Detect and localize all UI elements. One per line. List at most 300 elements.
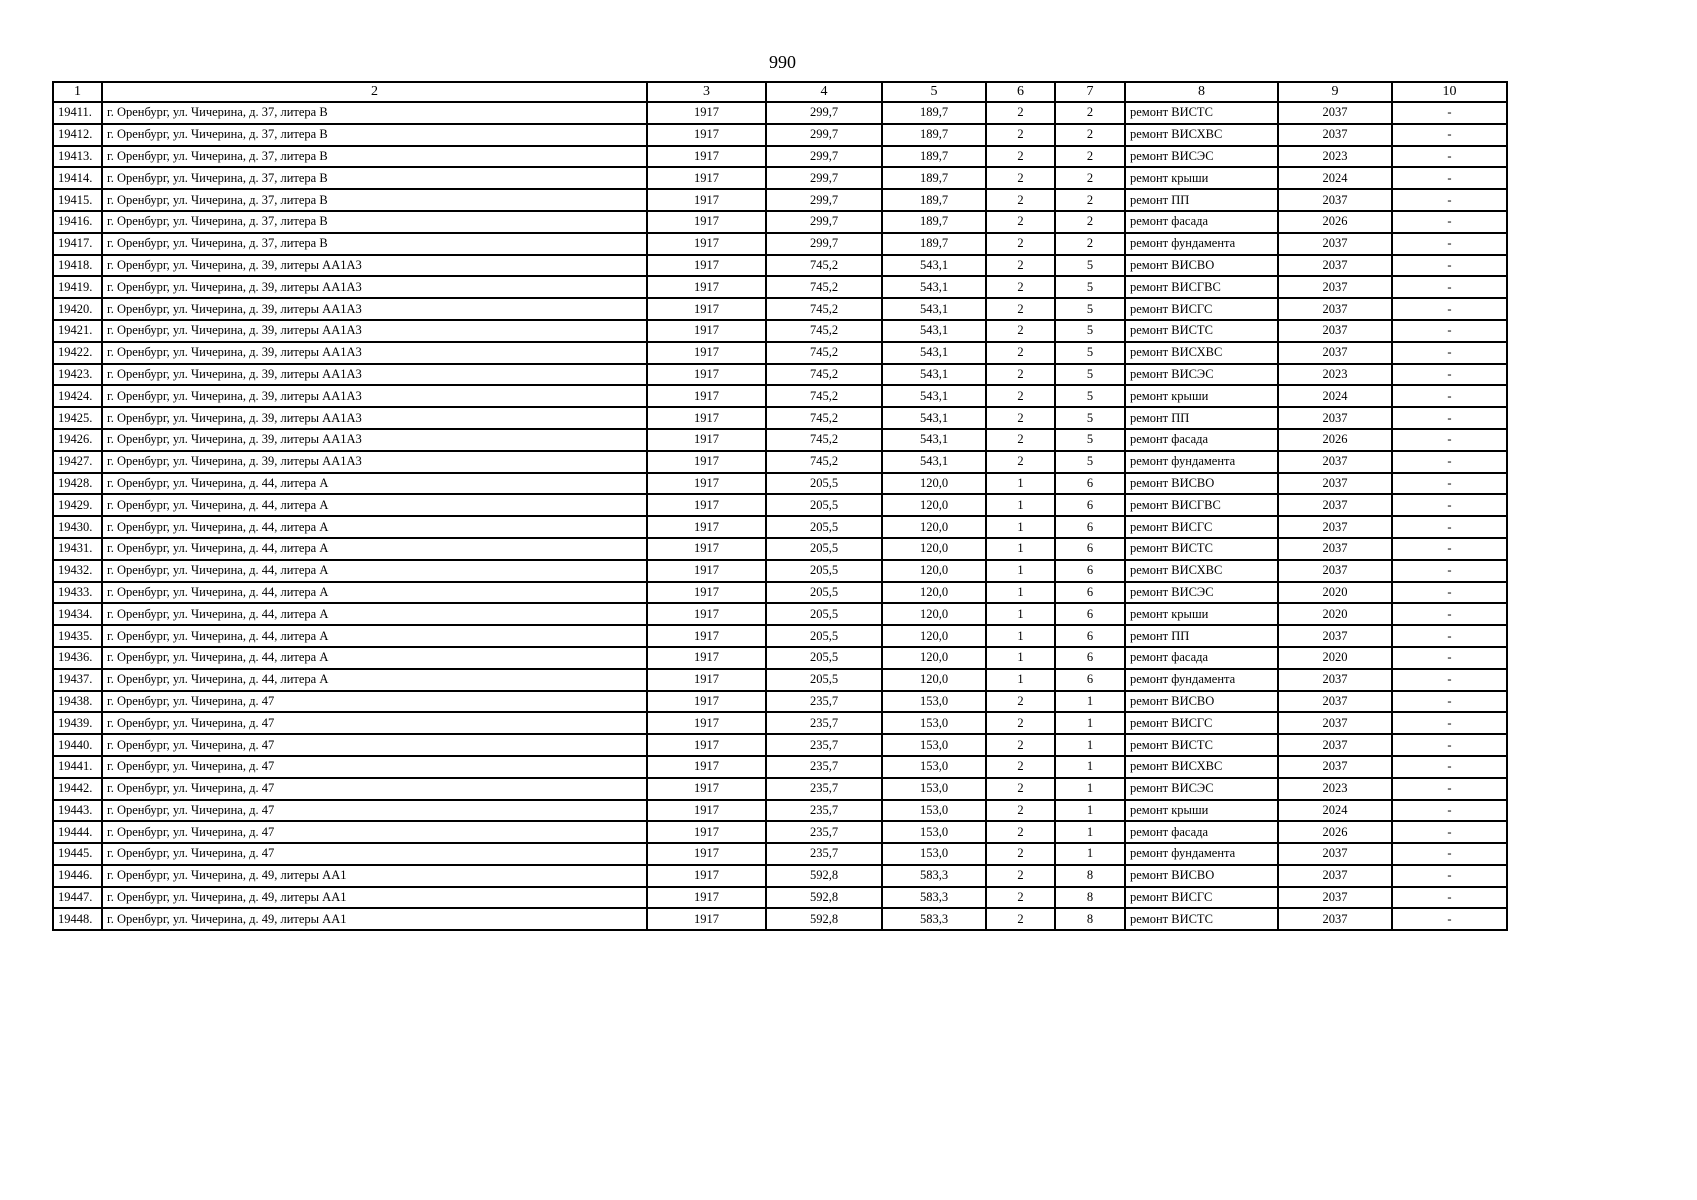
column-header: 3 — [647, 82, 766, 102]
table-row — [53, 691, 1507, 713]
floors-cell: 2 — [986, 364, 1055, 386]
work-type-cell: ремонт фасада — [1125, 821, 1278, 843]
column-7-cell: 6 — [1055, 560, 1125, 582]
work-type-cell: ремонт фундамента — [1125, 233, 1278, 255]
column-7-cell: 2 — [1055, 233, 1125, 255]
row-number-cell: 19424. — [53, 385, 102, 407]
total-area-cell: 235,7 — [766, 843, 882, 865]
table-row — [53, 146, 1507, 168]
work-type-cell: ремонт ВИСВО — [1125, 865, 1278, 887]
planned-year-cell: 2037 — [1278, 756, 1392, 778]
column-10-cell: - — [1392, 451, 1507, 473]
floors-cell: 2 — [986, 189, 1055, 211]
year-cell: 1917 — [647, 887, 766, 909]
column-10-cell: - — [1392, 320, 1507, 342]
total-area-cell: 205,5 — [766, 516, 882, 538]
registry-table — [52, 81, 1508, 931]
planned-year-cell: 2037 — [1278, 102, 1392, 124]
living-area-cell: 543,1 — [882, 407, 986, 429]
planned-year-cell: 2037 — [1278, 734, 1392, 756]
floors-cell: 2 — [986, 451, 1055, 473]
work-type-cell: ремонт ВИСТС — [1125, 734, 1278, 756]
total-area-cell: 235,7 — [766, 756, 882, 778]
row-number-cell: 19431. — [53, 538, 102, 560]
table-row — [53, 364, 1507, 386]
planned-year-cell: 2024 — [1278, 167, 1392, 189]
address-cell: г. Оренбург, ул. Чичерина, д. 47 — [102, 691, 647, 713]
work-type-cell: ремонт ВИСГВС — [1125, 494, 1278, 516]
planned-year-cell: 2037 — [1278, 887, 1392, 909]
row-number-cell: 19421. — [53, 320, 102, 342]
row-number-cell: 19417. — [53, 233, 102, 255]
year-cell: 1917 — [647, 734, 766, 756]
total-area-cell: 235,7 — [766, 712, 882, 734]
column-10-cell: - — [1392, 364, 1507, 386]
living-area-cell: 153,0 — [882, 821, 986, 843]
total-area-cell: 745,2 — [766, 320, 882, 342]
work-type-cell: ремонт крыши — [1125, 603, 1278, 625]
floors-cell: 2 — [986, 843, 1055, 865]
row-number-cell: 19447. — [53, 887, 102, 909]
year-cell: 1917 — [647, 211, 766, 233]
column-10-cell: - — [1392, 102, 1507, 124]
column-10-cell: - — [1392, 712, 1507, 734]
work-type-cell: ремонт ВИСВО — [1125, 691, 1278, 713]
living-area-cell: 153,0 — [882, 712, 986, 734]
row-number-cell: 19428. — [53, 473, 102, 495]
address-cell: г. Оренбург, ул. Чичерина, д. 39, литеры АА1А3 — [102, 255, 647, 277]
column-10-cell: - — [1392, 167, 1507, 189]
row-number-cell: 19418. — [53, 255, 102, 277]
year-cell: 1917 — [647, 821, 766, 843]
year-cell: 1917 — [647, 320, 766, 342]
address-cell: г. Оренбург, ул. Чичерина, д. 39, литеры АА1А3 — [102, 364, 647, 386]
address-cell: г. Оренбург, ул. Чичерина, д. 39, литеры АА1А3 — [102, 342, 647, 364]
total-area-cell: 205,5 — [766, 669, 882, 691]
row-number-cell: 19415. — [53, 189, 102, 211]
address-cell: г. Оренбург, ул. Чичерина, д. 37, литера В — [102, 102, 647, 124]
row-number-cell: 19433. — [53, 582, 102, 604]
year-cell: 1917 — [647, 298, 766, 320]
living-area-cell: 120,0 — [882, 647, 986, 669]
work-type-cell: ремонт ВИСТС — [1125, 102, 1278, 124]
column-10-cell: - — [1392, 255, 1507, 277]
row-number-cell: 19432. — [53, 560, 102, 582]
living-area-cell: 543,1 — [882, 364, 986, 386]
floors-cell: 1 — [986, 582, 1055, 604]
planned-year-cell: 2026 — [1278, 429, 1392, 451]
living-area-cell: 120,0 — [882, 625, 986, 647]
column-10-cell: - — [1392, 865, 1507, 887]
table-row — [53, 669, 1507, 691]
address-cell: г. Оренбург, ул. Чичерина, д. 44, литера А — [102, 494, 647, 516]
floors-cell: 2 — [986, 821, 1055, 843]
floors-cell: 2 — [986, 887, 1055, 909]
year-cell: 1917 — [647, 342, 766, 364]
planned-year-cell: 2020 — [1278, 582, 1392, 604]
column-7-cell: 5 — [1055, 298, 1125, 320]
total-area-cell: 299,7 — [766, 124, 882, 146]
year-cell: 1917 — [647, 429, 766, 451]
living-area-cell: 543,1 — [882, 255, 986, 277]
column-10-cell: - — [1392, 124, 1507, 146]
floors-cell: 1 — [986, 473, 1055, 495]
column-7-cell: 6 — [1055, 538, 1125, 560]
floors-cell: 2 — [986, 756, 1055, 778]
floors-cell: 2 — [986, 233, 1055, 255]
column-10-cell: - — [1392, 385, 1507, 407]
row-number-cell: 19411. — [53, 102, 102, 124]
work-type-cell: ремонт ВИСЭС — [1125, 582, 1278, 604]
row-number-cell: 19414. — [53, 167, 102, 189]
total-area-cell: 205,5 — [766, 538, 882, 560]
total-area-cell: 205,5 — [766, 494, 882, 516]
total-area-cell: 745,2 — [766, 255, 882, 277]
column-7-cell: 5 — [1055, 342, 1125, 364]
planned-year-cell: 2024 — [1278, 800, 1392, 822]
planned-year-cell: 2037 — [1278, 233, 1392, 255]
address-cell: г. Оренбург, ул. Чичерина, д. 44, литера А — [102, 473, 647, 495]
work-type-cell: ремонт ВИСЭС — [1125, 146, 1278, 168]
column-10-cell: - — [1392, 233, 1507, 255]
year-cell: 1917 — [647, 647, 766, 669]
year-cell: 1917 — [647, 473, 766, 495]
row-number-cell: 19445. — [53, 843, 102, 865]
address-cell: г. Оренбург, ул. Чичерина, д. 39, литеры АА1А3 — [102, 385, 647, 407]
work-type-cell: ремонт ВИСХВС — [1125, 756, 1278, 778]
planned-year-cell: 2037 — [1278, 473, 1392, 495]
table-row — [53, 276, 1507, 298]
living-area-cell: 543,1 — [882, 429, 986, 451]
column-10-cell: - — [1392, 647, 1507, 669]
living-area-cell: 189,7 — [882, 124, 986, 146]
table-row — [53, 385, 1507, 407]
column-10-cell: - — [1392, 800, 1507, 822]
year-cell: 1917 — [647, 451, 766, 473]
floors-cell: 2 — [986, 211, 1055, 233]
row-number-cell: 19442. — [53, 778, 102, 800]
floors-cell: 2 — [986, 734, 1055, 756]
row-number-cell: 19446. — [53, 865, 102, 887]
living-area-cell: 120,0 — [882, 669, 986, 691]
floors-cell: 2 — [986, 102, 1055, 124]
floors-cell: 1 — [986, 669, 1055, 691]
column-10-cell: - — [1392, 146, 1507, 168]
floors-cell: 2 — [986, 146, 1055, 168]
column-7-cell: 1 — [1055, 734, 1125, 756]
column-7-cell: 6 — [1055, 494, 1125, 516]
table-row — [53, 473, 1507, 495]
total-area-cell: 299,7 — [766, 211, 882, 233]
planned-year-cell: 2020 — [1278, 647, 1392, 669]
planned-year-cell: 2037 — [1278, 342, 1392, 364]
floors-cell: 2 — [986, 298, 1055, 320]
floors-cell: 2 — [986, 691, 1055, 713]
column-10-cell: - — [1392, 407, 1507, 429]
year-cell: 1917 — [647, 167, 766, 189]
column-7-cell: 5 — [1055, 320, 1125, 342]
total-area-cell: 235,7 — [766, 800, 882, 822]
living-area-cell: 120,0 — [882, 538, 986, 560]
living-area-cell: 583,3 — [882, 908, 986, 930]
column-7-cell: 5 — [1055, 364, 1125, 386]
row-number-cell: 19440. — [53, 734, 102, 756]
column-10-cell: - — [1392, 560, 1507, 582]
work-type-cell: ремонт крыши — [1125, 385, 1278, 407]
row-number-cell: 19419. — [53, 276, 102, 298]
floors-cell: 2 — [986, 276, 1055, 298]
year-cell: 1917 — [647, 189, 766, 211]
total-area-cell: 745,2 — [766, 451, 882, 473]
planned-year-cell: 2037 — [1278, 669, 1392, 691]
column-7-cell: 5 — [1055, 276, 1125, 298]
work-type-cell: ремонт ВИСГС — [1125, 298, 1278, 320]
total-area-cell: 235,7 — [766, 734, 882, 756]
living-area-cell: 583,3 — [882, 865, 986, 887]
work-type-cell: ремонт ВИСХВС — [1125, 342, 1278, 364]
column-10-cell: - — [1392, 821, 1507, 843]
column-header: 10 — [1392, 82, 1507, 102]
work-type-cell: ремонт фасада — [1125, 211, 1278, 233]
column-header: 1 — [53, 82, 102, 102]
column-7-cell: 6 — [1055, 625, 1125, 647]
total-area-cell: 745,2 — [766, 385, 882, 407]
planned-year-cell: 2037 — [1278, 298, 1392, 320]
column-10-cell: - — [1392, 734, 1507, 756]
address-cell: г. Оренбург, ул. Чичерина, д. 37, литера В — [102, 146, 647, 168]
table-row — [53, 451, 1507, 473]
planned-year-cell: 2037 — [1278, 691, 1392, 713]
planned-year-cell: 2037 — [1278, 451, 1392, 473]
table-row — [53, 778, 1507, 800]
column-7-cell: 2 — [1055, 167, 1125, 189]
table-row — [53, 843, 1507, 865]
table-row — [53, 887, 1507, 909]
row-number-cell: 19435. — [53, 625, 102, 647]
year-cell: 1917 — [647, 494, 766, 516]
floors-cell: 2 — [986, 429, 1055, 451]
row-number-cell: 19437. — [53, 669, 102, 691]
address-cell: г. Оренбург, ул. Чичерина, д. 44, литера А — [102, 560, 647, 582]
column-7-cell: 5 — [1055, 407, 1125, 429]
total-area-cell: 299,7 — [766, 167, 882, 189]
column-7-cell: 1 — [1055, 756, 1125, 778]
living-area-cell: 189,7 — [882, 233, 986, 255]
year-cell: 1917 — [647, 407, 766, 429]
work-type-cell: ремонт ВИСГС — [1125, 712, 1278, 734]
floors-cell: 1 — [986, 516, 1055, 538]
address-cell: г. Оренбург, ул. Чичерина, д. 44, литера А — [102, 538, 647, 560]
table-row — [53, 255, 1507, 277]
column-7-cell: 6 — [1055, 603, 1125, 625]
column-7-cell: 8 — [1055, 865, 1125, 887]
address-cell: г. Оренбург, ул. Чичерина, д. 39, литеры АА1А3 — [102, 451, 647, 473]
table-row — [53, 647, 1507, 669]
column-7-cell: 6 — [1055, 516, 1125, 538]
column-header: 8 — [1125, 82, 1278, 102]
row-number-cell: 19423. — [53, 364, 102, 386]
table-row — [53, 407, 1507, 429]
planned-year-cell: 2023 — [1278, 146, 1392, 168]
address-cell: г. Оренбург, ул. Чичерина, д. 47 — [102, 778, 647, 800]
address-cell: г. Оренбург, ул. Чичерина, д. 44, литера А — [102, 603, 647, 625]
year-cell: 1917 — [647, 865, 766, 887]
column-10-cell: - — [1392, 756, 1507, 778]
column-10-cell: - — [1392, 843, 1507, 865]
address-cell: г. Оренбург, ул. Чичерина, д. 47 — [102, 712, 647, 734]
living-area-cell: 543,1 — [882, 451, 986, 473]
column-7-cell: 1 — [1055, 821, 1125, 843]
column-7-cell: 1 — [1055, 691, 1125, 713]
work-type-cell: ремонт ВИСХВС — [1125, 124, 1278, 146]
living-area-cell: 543,1 — [882, 320, 986, 342]
address-cell: г. Оренбург, ул. Чичерина, д. 49, литеры АА1 — [102, 908, 647, 930]
floors-cell: 1 — [986, 538, 1055, 560]
total-area-cell: 205,5 — [766, 582, 882, 604]
address-cell: г. Оренбург, ул. Чичерина, д. 47 — [102, 734, 647, 756]
planned-year-cell: 2037 — [1278, 865, 1392, 887]
year-cell: 1917 — [647, 582, 766, 604]
total-area-cell: 235,7 — [766, 778, 882, 800]
address-cell: г. Оренбург, ул. Чичерина, д. 44, литера А — [102, 625, 647, 647]
column-10-cell: - — [1392, 298, 1507, 320]
column-7-cell: 6 — [1055, 582, 1125, 604]
year-cell: 1917 — [647, 255, 766, 277]
living-area-cell: 120,0 — [882, 494, 986, 516]
living-area-cell: 543,1 — [882, 298, 986, 320]
table-row — [53, 102, 1507, 124]
table-row — [53, 429, 1507, 451]
work-type-cell: ремонт ПП — [1125, 625, 1278, 647]
work-type-cell: ремонт ВИСТС — [1125, 538, 1278, 560]
total-area-cell: 205,5 — [766, 473, 882, 495]
column-10-cell: - — [1392, 189, 1507, 211]
year-cell: 1917 — [647, 146, 766, 168]
planned-year-cell: 2037 — [1278, 516, 1392, 538]
row-number-cell: 19412. — [53, 124, 102, 146]
column-header: 6 — [986, 82, 1055, 102]
row-number-cell: 19425. — [53, 407, 102, 429]
floors-cell: 2 — [986, 124, 1055, 146]
column-10-cell: - — [1392, 276, 1507, 298]
total-area-cell: 205,5 — [766, 603, 882, 625]
work-type-cell: ремонт ВИСГС — [1125, 887, 1278, 909]
address-cell: г. Оренбург, ул. Чичерина, д. 49, литеры АА1 — [102, 865, 647, 887]
year-cell: 1917 — [647, 800, 766, 822]
living-area-cell: 153,0 — [882, 843, 986, 865]
column-header: 7 — [1055, 82, 1125, 102]
address-cell: г. Оренбург, ул. Чичерина, д. 39, литеры АА1А3 — [102, 320, 647, 342]
address-cell: г. Оренбург, ул. Чичерина, д. 37, литера В — [102, 124, 647, 146]
floors-cell: 1 — [986, 560, 1055, 582]
living-area-cell: 153,0 — [882, 691, 986, 713]
row-number-cell: 19436. — [53, 647, 102, 669]
living-area-cell: 120,0 — [882, 603, 986, 625]
column-7-cell: 5 — [1055, 255, 1125, 277]
work-type-cell: ремонт фундамента — [1125, 451, 1278, 473]
address-cell: г. Оренбург, ул. Чичерина, д. 49, литеры АА1 — [102, 887, 647, 909]
address-cell: г. Оренбург, ул. Чичерина, д. 39, литеры АА1А3 — [102, 429, 647, 451]
table-row — [53, 712, 1507, 734]
table-row — [53, 298, 1507, 320]
column-7-cell: 5 — [1055, 451, 1125, 473]
work-type-cell: ремонт ПП — [1125, 189, 1278, 211]
column-7-cell: 2 — [1055, 124, 1125, 146]
work-type-cell: ремонт ВИСТС — [1125, 908, 1278, 930]
planned-year-cell: 2026 — [1278, 211, 1392, 233]
year-cell: 1917 — [647, 908, 766, 930]
year-cell: 1917 — [647, 538, 766, 560]
total-area-cell: 299,7 — [766, 146, 882, 168]
planned-year-cell: 2037 — [1278, 407, 1392, 429]
living-area-cell: 543,1 — [882, 342, 986, 364]
row-number-cell: 19444. — [53, 821, 102, 843]
floors-cell: 2 — [986, 778, 1055, 800]
floors-cell: 2 — [986, 167, 1055, 189]
living-area-cell: 120,0 — [882, 582, 986, 604]
address-cell: г. Оренбург, ул. Чичерина, д. 37, литера В — [102, 233, 647, 255]
planned-year-cell: 2023 — [1278, 778, 1392, 800]
column-10-cell: - — [1392, 625, 1507, 647]
work-type-cell: ремонт ВИСГВС — [1125, 276, 1278, 298]
table-header-row — [53, 82, 1507, 102]
living-area-cell: 153,0 — [882, 756, 986, 778]
work-type-cell: ремонт ВИСЭС — [1125, 364, 1278, 386]
year-cell: 1917 — [647, 233, 766, 255]
table-row — [53, 167, 1507, 189]
planned-year-cell: 2037 — [1278, 538, 1392, 560]
row-number-cell: 19434. — [53, 603, 102, 625]
planned-year-cell: 2026 — [1278, 821, 1392, 843]
total-area-cell: 235,7 — [766, 691, 882, 713]
planned-year-cell: 2037 — [1278, 255, 1392, 277]
address-cell: г. Оренбург, ул. Чичерина, д. 47 — [102, 821, 647, 843]
address-cell: г. Оренбург, ул. Чичерина, д. 37, литера В — [102, 189, 647, 211]
address-cell: г. Оренбург, ул. Чичерина, д. 39, литеры АА1А3 — [102, 407, 647, 429]
page-number: 990 — [769, 52, 796, 72]
table-row — [53, 800, 1507, 822]
floors-cell: 2 — [986, 320, 1055, 342]
column-header: 5 — [882, 82, 986, 102]
table-row — [53, 124, 1507, 146]
column-10-cell: - — [1392, 778, 1507, 800]
address-cell: г. Оренбург, ул. Чичерина, д. 47 — [102, 756, 647, 778]
row-number-cell: 19416. — [53, 211, 102, 233]
column-7-cell: 1 — [1055, 712, 1125, 734]
row-number-cell: 19429. — [53, 494, 102, 516]
row-number-cell: 19443. — [53, 800, 102, 822]
work-type-cell: ремонт ВИСВО — [1125, 255, 1278, 277]
planned-year-cell: 2024 — [1278, 385, 1392, 407]
planned-year-cell: 2020 — [1278, 603, 1392, 625]
table-row — [53, 211, 1507, 233]
work-type-cell: ремонт фасада — [1125, 647, 1278, 669]
floors-cell: 2 — [986, 407, 1055, 429]
column-7-cell: 6 — [1055, 669, 1125, 691]
work-type-cell: ремонт ВИСГС — [1125, 516, 1278, 538]
column-7-cell: 1 — [1055, 800, 1125, 822]
living-area-cell: 120,0 — [882, 560, 986, 582]
living-area-cell: 543,1 — [882, 385, 986, 407]
living-area-cell: 189,7 — [882, 211, 986, 233]
floors-cell: 1 — [986, 494, 1055, 516]
table-row — [53, 582, 1507, 604]
floors-cell: 2 — [986, 255, 1055, 277]
floors-cell: 2 — [986, 865, 1055, 887]
planned-year-cell: 2037 — [1278, 908, 1392, 930]
address-cell: г. Оренбург, ул. Чичерина, д. 39, литеры АА1А3 — [102, 298, 647, 320]
living-area-cell: 189,7 — [882, 189, 986, 211]
